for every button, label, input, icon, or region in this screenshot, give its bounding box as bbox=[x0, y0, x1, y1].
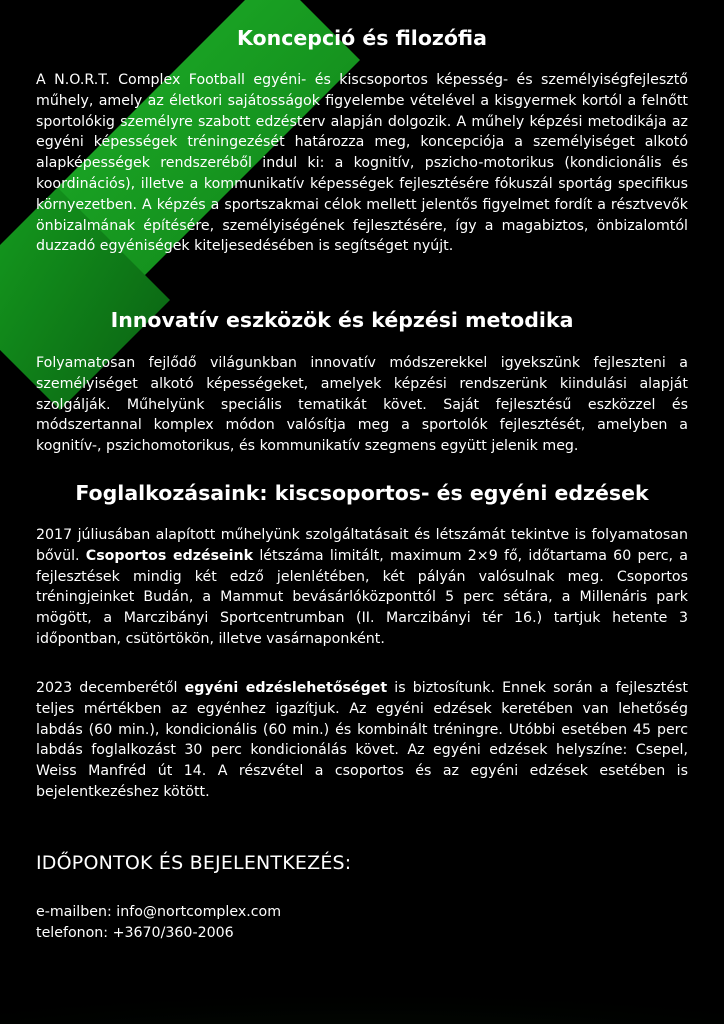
group-sessions-paragraph bbox=[36, 525, 688, 650]
group-sessions-text-1: 2017 júliusában alapított műhelyünk szolgáltatásait és létszámát tekintve is folyamatosan bővül. bbox=[36, 527, 688, 564]
contact-email[interactable]: e-mailben: info@nortcomplex.com bbox=[36, 904, 282, 920]
individual-sessions-text-2: is biztosítunk. Ennek során a fejlesztést teljes mértékben az egyénhez igazítjuk. Az egyéni edzések keretében van lehetőség labdás (60 min.), kondicionális (60 min.) és kombinált tréningre. Utóbbi esetében 45 perc labdás foglalkozást 30 perc kondicionálás követ. Az egyéni edzések helyszíne: Csepel, Weiss Manfréd út 14. A részvétel a csoportos és az egyéni edzések esetében is bejelentkezéshez kötött. bbox=[36, 680, 688, 800]
individual-sessions-bold: egyéni edzéslehetőséget bbox=[184, 680, 388, 696]
group-sessions-text-2: létszáma limitált, maximum 2×9 fő, időtartama 60 perc, a fejlesztések mindig két edző jelenlétében, két pályán valósulnak meg. Csoportos tréningjeinket Budán, a Mammut bevásárlóközponttól 5 perc sétára, a Millenáris park mögött, a Marczibányi Sportcentrumban (II. Marczibányi tér 16.) tartjuk hetente 3 időpontban, csütörtökön, illetve vasárnaponként. bbox=[36, 547, 688, 647]
innovation-paragraph: Folyamatosan fejlődő világunkban innovatív módszerekkel igyekszünk fejleszteni a személyiséget alkotó képességeket, amelyek képzési rendszerünk kiindulási alapját szolgálják. Műhelyünk speciális tematikát követ. Saját fejlesztésű eszközzel és módszertannal komplex módon valósítja meg a sportolók fejlesztését, amelyben a kognitív-, pszichomotorikus, és kommunikatív szegmens együtt jelenik meg. bbox=[36, 355, 688, 455]
contact-phone[interactable]: telefonon: +3670/360-2006 bbox=[36, 925, 234, 941]
group-sessions-bold: Csoportos edzéseink bbox=[85, 547, 254, 564]
contact-title: IDŐPONTOK ÉS BEJELENTKEZÉS: bbox=[36, 852, 352, 874]
concept-paragraph: A N.O.R.T. Complex Football egyéni- és kiscsoportos képesség- és személyiségfejlesztő műhely, amely az életkori sajátosságok figyelembe vételével a kisgyermek kortól a felnőtt sportolókig személyre szabott edzésterv alapján dolgozik. A műhely képzési metodikája az egyéni képességek tréningezését határozza meg, koncepciója a személyiséget alkotó alapképességek rendszeréből indul ki: a kognitív, pszicho-motorikus (kondicionális és koordinációs), illetve a kommunikatív képességek fejlesztésére fókuszál sportág specifikus környezetben. A képzés a sportszakmai célok mellett jelentős figyelmet fordít a résztvevők önbizalmának építésére, személyiségének fejlesztésére, így a magabiztos, önbizalomtól duzzadó egyéniségek kiteljesedésében is segítséget nyújt. bbox=[36, 72, 688, 255]
contact-block bbox=[36, 902, 281, 944]
section-title-sessions: Foglalkozásaink: kiscsoportos- és egyéni edzések bbox=[75, 481, 649, 505]
individual-sessions-paragraph bbox=[36, 678, 688, 803]
section-title-innovation: Innovatív eszközök és képzési metodika bbox=[110, 308, 574, 332]
section-title-concept: Koncepció és filozófia bbox=[237, 26, 487, 50]
individual-sessions-text-1: 2023 decemberétől bbox=[36, 680, 185, 696]
